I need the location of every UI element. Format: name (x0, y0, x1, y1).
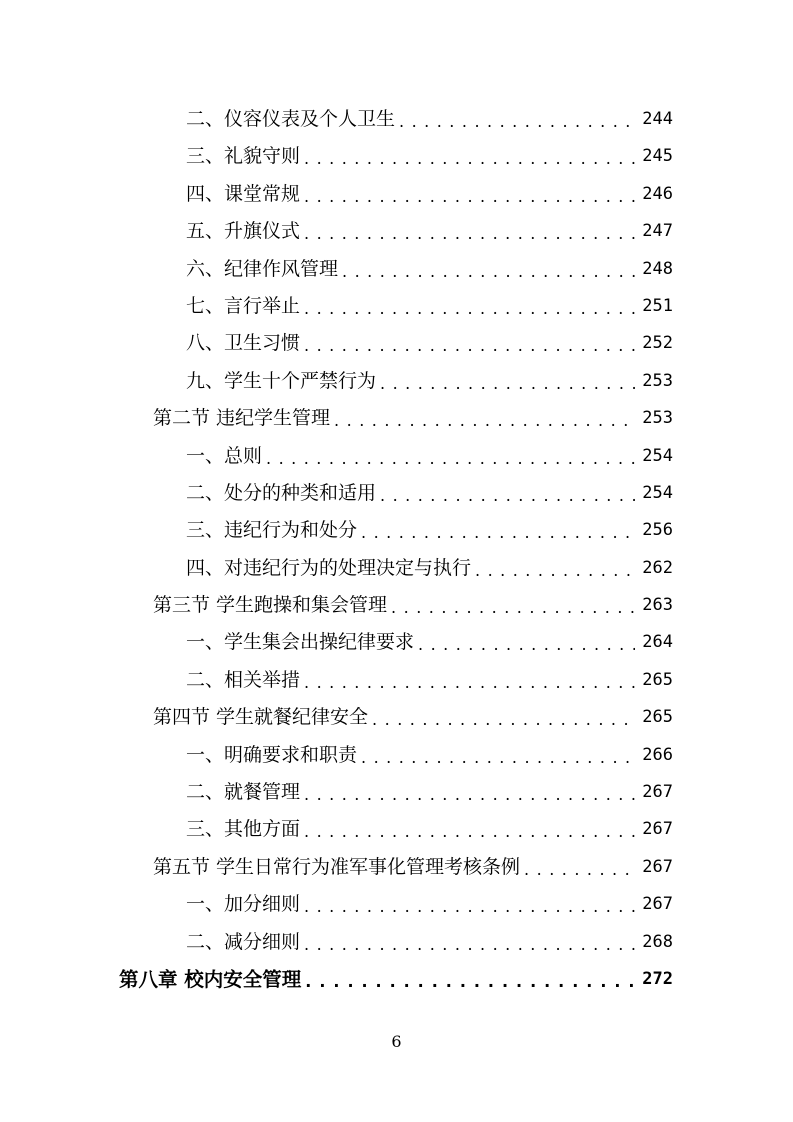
toc-dot-leader (380, 475, 635, 512)
toc-dot-leader (266, 438, 635, 475)
toc-dot-leader (305, 961, 635, 998)
toc-entry-title: 三、其他方面 (186, 818, 301, 841)
toc-entry-page: 266 (642, 744, 673, 765)
toc-dot-leader (391, 587, 635, 624)
toc-dot-leader (361, 512, 635, 549)
toc-entry-page: 267 (642, 819, 673, 840)
toc-section-entry[interactable] (0, 587, 793, 624)
toc-entry-page: 253 (642, 370, 673, 391)
toc-dot-leader (304, 288, 635, 325)
toc-entry-page: 248 (642, 258, 673, 279)
toc-entry[interactable] (0, 774, 793, 811)
toc-entry[interactable] (0, 325, 793, 362)
toc-dot-leader (380, 363, 635, 400)
toc-entry-page: 253 (642, 408, 673, 429)
toc-entry-title: 第八章 校内安全管理 (119, 967, 302, 991)
toc-entry-page: 265 (642, 707, 673, 728)
toc-entry-title: 一、加分细则 (186, 893, 301, 916)
toc-entry-page: 268 (642, 931, 673, 952)
toc-entry-page: 256 (642, 520, 673, 541)
toc-entry-title: 二、相关举措 (186, 668, 301, 691)
toc-section-entry[interactable] (0, 849, 793, 886)
toc-dot-leader (304, 924, 635, 961)
toc-dot-leader (304, 886, 635, 923)
toc-entry-title: 七、言行举止 (186, 294, 301, 317)
toc-entry-title: 四、对违纪行为的处理决定与执行 (186, 556, 472, 579)
toc-entry[interactable] (0, 251, 793, 288)
toc-dot-leader (304, 662, 635, 699)
toc-entry[interactable] (0, 213, 793, 250)
toc-entry-title: 三、违纪行为和处分 (186, 519, 358, 542)
toc-section-entry[interactable] (0, 699, 793, 736)
page-number: 6 (391, 1032, 402, 1051)
toc-dot-leader (475, 550, 635, 587)
table-of-contents (0, 101, 793, 998)
toc-entry-page: 244 (642, 109, 673, 129)
toc-entry-page: 272 (642, 968, 673, 989)
toc-entry[interactable] (0, 363, 793, 400)
toc-entry-title: 三、礼貌守则 (186, 145, 301, 168)
toc-dot-leader (399, 101, 635, 138)
toc-entry-page: 246 (642, 183, 673, 204)
toc-entry[interactable] (0, 737, 793, 774)
toc-entry-page: 245 (642, 146, 673, 167)
toc-entry[interactable] (0, 138, 793, 175)
toc-dot-leader (524, 849, 635, 886)
toc-entry[interactable] (0, 550, 793, 587)
toc-entry-page: 263 (642, 595, 673, 616)
toc-entry-title: 二、减分细则 (186, 930, 301, 953)
toc-entry-title: 第四节 学生就餐纪律安全 (153, 706, 369, 729)
toc-entry-page: 247 (642, 221, 673, 242)
toc-entry-title: 一、学生集会出操纪律要求 (186, 631, 415, 654)
toc-dot-leader (418, 624, 635, 661)
toc-entry[interactable] (0, 624, 793, 661)
toc-chapter-entry[interactable] (0, 961, 793, 998)
toc-entry-title: 五、升旗仪式 (186, 220, 301, 243)
toc-dot-leader (304, 774, 635, 811)
toc-entry-page: 265 (642, 669, 673, 690)
toc-entry-page: 264 (642, 632, 673, 653)
toc-entry[interactable] (0, 288, 793, 325)
toc-entry-page: 252 (642, 333, 673, 354)
toc-entry-title: 六、纪律作风管理 (186, 257, 339, 280)
toc-entry-title: 第二节 违纪学生管理 (153, 407, 331, 430)
toc-entry-title: 八、卫生习惯 (186, 332, 301, 355)
toc-entry[interactable] (0, 475, 793, 512)
toc-entry-page: 267 (642, 856, 673, 877)
toc-entry-page: 251 (642, 295, 673, 316)
toc-entry-title: 一、总则 (186, 444, 263, 467)
toc-entry-title: 二、就餐管理 (186, 781, 301, 804)
toc-dot-leader (342, 251, 635, 288)
toc-dot-leader (334, 400, 635, 437)
toc-dot-leader (304, 325, 635, 362)
toc-entry-page: 254 (642, 482, 673, 503)
toc-entry-page: 267 (642, 894, 673, 915)
toc-entry[interactable] (0, 811, 793, 848)
toc-entry[interactable] (0, 662, 793, 699)
toc-entry-title: 第五节 学生日常行为准军事化管理考核条例 (153, 855, 521, 878)
toc-dot-leader (304, 811, 635, 848)
toc-dot-leader (372, 699, 635, 736)
toc-entry-title: 四、课堂常规 (186, 182, 301, 205)
toc-entry-title: 二、仪容仪表及个人卫生 (186, 108, 396, 130)
toc-dot-leader (304, 213, 635, 250)
toc-entry-title: 二、处分的种类和适用 (186, 481, 377, 504)
toc-entry-page: 267 (642, 782, 673, 803)
toc-entry[interactable] (0, 512, 793, 549)
toc-entry-title: 第三节 学生跑操和集会管理 (153, 594, 388, 617)
toc-entry[interactable] (0, 886, 793, 923)
toc-entry-title: 一、明确要求和职责 (186, 743, 358, 766)
toc-entry[interactable] (0, 438, 793, 475)
toc-entry[interactable] (0, 101, 793, 138)
toc-entry-page: 254 (642, 445, 673, 466)
toc-section-entry[interactable] (0, 400, 793, 437)
toc-entry-page: 262 (642, 557, 673, 578)
toc-entry[interactable] (0, 924, 793, 961)
toc-dot-leader (304, 138, 635, 175)
toc-entry[interactable] (0, 176, 793, 213)
toc-dot-leader (361, 737, 635, 774)
toc-dot-leader (304, 176, 635, 213)
toc-entry-title: 九、学生十个严禁行为 (186, 369, 377, 392)
